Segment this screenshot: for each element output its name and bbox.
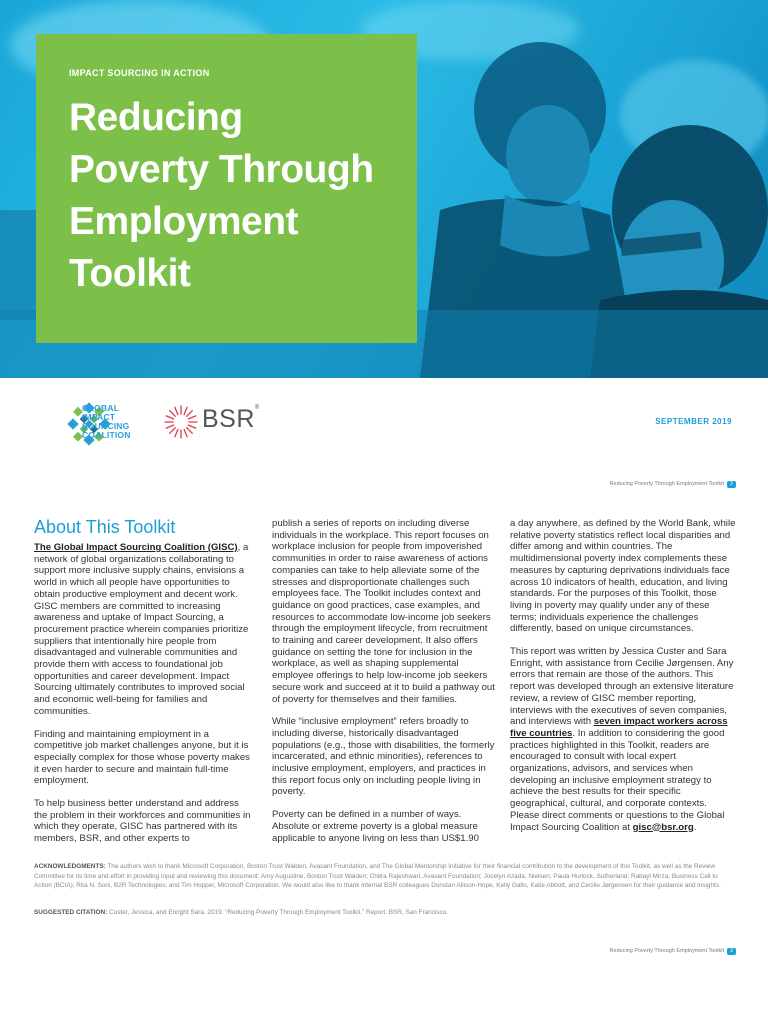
- report-title: [69, 92, 385, 300]
- gisc-logo-line: IMPACT: [82, 412, 116, 422]
- bsr-wordmark: BSR: [202, 405, 255, 433]
- acknowledgments-text: The authors wish to thank Microsoft Corporation, Boston Trust Walden, Avasant Foundation, and The Global Mentorship Initiative for their financial contribution to the development of this Toolkit, as well as the Review Committee for its time and effort in providing input and reviewing this document: Amy Augustine, Boston Trust Walden; Chitra Rajeshwari, Avasant Foundation; Jocelyn Azada, Nielsen; Paula Hurlock, Sutherland; Rabayl Mirza, Business Call to Action (BCtA); Rita N. Soni, B2R Technologies; and Tim Hopper, Microsoft Corporation. We would also like to thank internal BSR colleagues Dunstan Allison-Hope, Kelly Gallo, Katie Abbott, and Cecilie Jørgensen for their guidance and insights.: [34, 863, 721, 890]
- running-header-text: Reducing Poverty Through Employment Toolkit: [609, 481, 724, 487]
- paragraph: a day anywhere, as defined by the World Bank, while relative poverty statistics reflect local disparities and differ among and within countries. The multidimensional poverty index complements these measures by capturing deprivations individuals face across 10 indicators of health, education, and living standards. For the purposes of this Toolkit, those living in poverty may qualify under any of these terms; individuals experience the challenges differently, based on unique circumstances.: [510, 518, 736, 635]
- paragraph: While “inclusive employment” refers broadly to including diverse, historically disadvantaged populations (e.g., those with disabilities, the formerly incarcerated, and ethnic minorities), references to inclusive employment, employers, and practices in this report focus only on including people living in poverty.: [272, 716, 495, 798]
- section-heading: About This Toolkit: [34, 517, 176, 537]
- paragraph: Finding and maintaining employment in a competitive job market challenges anyone, but it is especially complex for those whose poverty makes it even harder to secure and maintain full-time employment.: [34, 728, 250, 787]
- email-link[interactable]: gisc@bsr.org: [632, 821, 694, 833]
- registered-mark: ®: [254, 405, 260, 411]
- gisc-logo-line: SOURCING: [82, 421, 130, 431]
- page-number-badge: 3: [727, 948, 736, 955]
- title-line: Reducing: [69, 96, 243, 139]
- title-line: Poverty Through: [69, 148, 374, 191]
- title-panel: [36, 34, 417, 343]
- paragraph-text: . In addition to considering the good practices highlighted in this Toolkit, readers are encouraged to consult with local expert organizations, advisors, and services when developing an inclusive employment strategy to achieve the best results for their specific geographical, cultural, and corporate contexts. Please direct comments or questions to the Global Impact Sourcing Coalition at: [510, 727, 725, 833]
- text-column-1: [34, 516, 254, 856]
- bsr-logo-text: [202, 405, 260, 434]
- paragraph: [510, 646, 736, 833]
- running-header-text: Reducing Poverty Through Employment Toolkit: [609, 948, 724, 954]
- paragraph: To help business better understand and address the problem in their workforces and communities in which they operate, GISC has partnered with its members, BSR, and other experts to: [34, 798, 251, 845]
- paragraph: publish a series of reports on including diverse individuals in the workplace. This report focuses on workplace inclusion for people from impoverished communities in order to raise awareness of actions companies can take to help alleviate some of the stresses and disproportionate challenges such employees face. The Toolkit includes context and guidance on good practices, case examples, and resources to accommodate low-income job seekers through the employment lifecycle, from recruitment to training and career development. It also offers guidance on setting the tone for inclusion in the workplace, as well as shaping supplemental employee offerings to help low-income job seekers secure work and succeed at it to build a pathway out of poverty for themselves and their families.: [272, 518, 495, 705]
- title-line: Employment: [69, 200, 299, 243]
- suggested-citation: [34, 908, 736, 917]
- running-header: [610, 481, 736, 488]
- gisc-logo-line: GLOBAL: [82, 403, 120, 413]
- paragraph-text: .: [693, 821, 697, 833]
- gisc-link[interactable]: The Global Impact Sourcing Coalition (GISC): [34, 542, 238, 553]
- text-column-3: [510, 518, 736, 844]
- citation-text: Custer, Jessica, and Enright Sara. 2019. “Reducing Poverty Through Employment Toolkit.” Report. BSR, San Francisco.: [107, 909, 449, 916]
- bsr-logo-mark-icon: [162, 403, 200, 441]
- citation-label: SUGGESTED CITATION:: [34, 909, 108, 916]
- gisc-logo-line: COALITION: [82, 430, 131, 440]
- paragraph: [34, 542, 254, 718]
- title-line: Toolkit: [69, 252, 191, 295]
- gisc-logo-text: [82, 404, 131, 440]
- publication-date: SEPTEMBER 2019: [655, 417, 732, 426]
- series-kicker: IMPACT SOURCING IN ACTION: [69, 68, 210, 78]
- acknowledgments-label: ACKNOWLEDGMENTS:: [34, 863, 106, 870]
- paragraph-text: , a network of global organizations collaborating to support more inclusive supply chains, envisions a world in which all people have opportunities to obtain productive employment and decent work. GISC members are committed to increasing awareness and uptake of Impact Sourcing, a procurement practice wherein companies prioritize suppliers that intentionally hire people from disadvantaged and vulnerable communities and provide them with access to foundational job opportunities and career development. Impact Sourcing ultimately contributes to improved social and economic well-being for families and communities.: [34, 542, 249, 717]
- paragraph-text: This report was written by Jessica Custer and Sara Enright, with assistance from Cecilie Jørgensen. Any errors that remain are those of the authors. This report was developed through an extensive literature review, a review of GISC member reporting, interviews with the executives of seven companies, and interviews with: [510, 646, 734, 728]
- impact-workers-link[interactable]: seven impact workers across five countries: [510, 716, 728, 739]
- page-number-badge: 2: [727, 481, 736, 488]
- paragraph: Poverty can be defined in a number of ways. Absolute or extreme poverty is a global measure applicable to anyone living on less than US$1.90: [272, 809, 479, 844]
- acknowledgments: [34, 862, 736, 891]
- running-header-page-3: [610, 948, 736, 955]
- text-column-2: [272, 518, 496, 855]
